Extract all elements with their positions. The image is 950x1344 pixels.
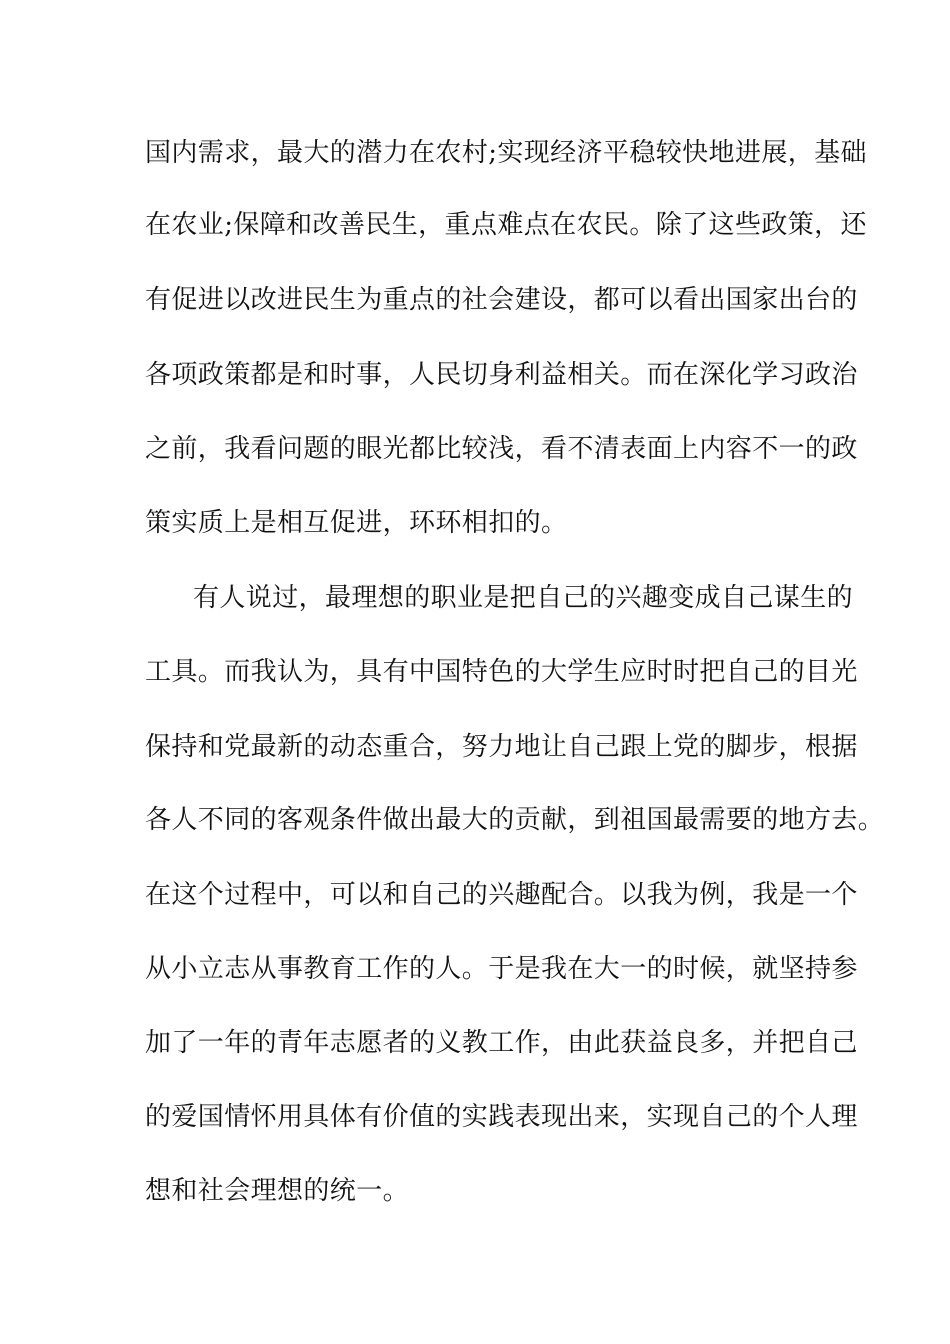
text-line: 各人不同的客观条件做出最大的贡献，到祖国最需要的地方去。 <box>145 805 885 835</box>
text-line: 工具。而我认为，具有中国特色的大学生应时时把自己的目光 <box>145 657 858 687</box>
text-line: 的爱国情怀用具体有价值的实践表现出来，实现自己的个人理 <box>145 1102 858 1132</box>
text-line: 之前，我看问题的眼光都比较浅，看不清表面上内容不一的政 <box>145 434 858 464</box>
text-line: 在这个过程中，可以和自己的兴趣配合。以我为例，我是一个 <box>145 880 858 910</box>
text-line: 策实质上是相互促进，环环相扣的。 <box>145 508 568 538</box>
text-line: 各项政策都是和时事，人民切身利益相关。而在深化学习政治 <box>145 360 858 390</box>
text-line: 想和社会理想的统一。 <box>145 1176 410 1206</box>
text-line: 国内需求，最大的潜力在农村;实现经济平稳较快地进展，基础 <box>145 138 867 168</box>
text-line: 在农业;保障和改善民生，重点难点在农民。除了这些政策，还 <box>145 210 867 240</box>
paragraph-first-line: 有人说过，最理想的职业是把自己的兴趣变成自己谋生的 <box>193 583 854 613</box>
text-line: 保持和党最新的动态重合，努力地让自己跟上党的脚步，根据 <box>145 732 858 762</box>
text-line: 从小立志从事教育工作的人。于是我在大一的时候，就坚持参 <box>145 954 858 984</box>
text-line: 有促进以改进民生为重点的社会建设，都可以看出国家出台的 <box>145 285 858 315</box>
text-line: 加了一年的青年志愿者的义教工作，由此获益良多，并把自己 <box>145 1028 858 1058</box>
